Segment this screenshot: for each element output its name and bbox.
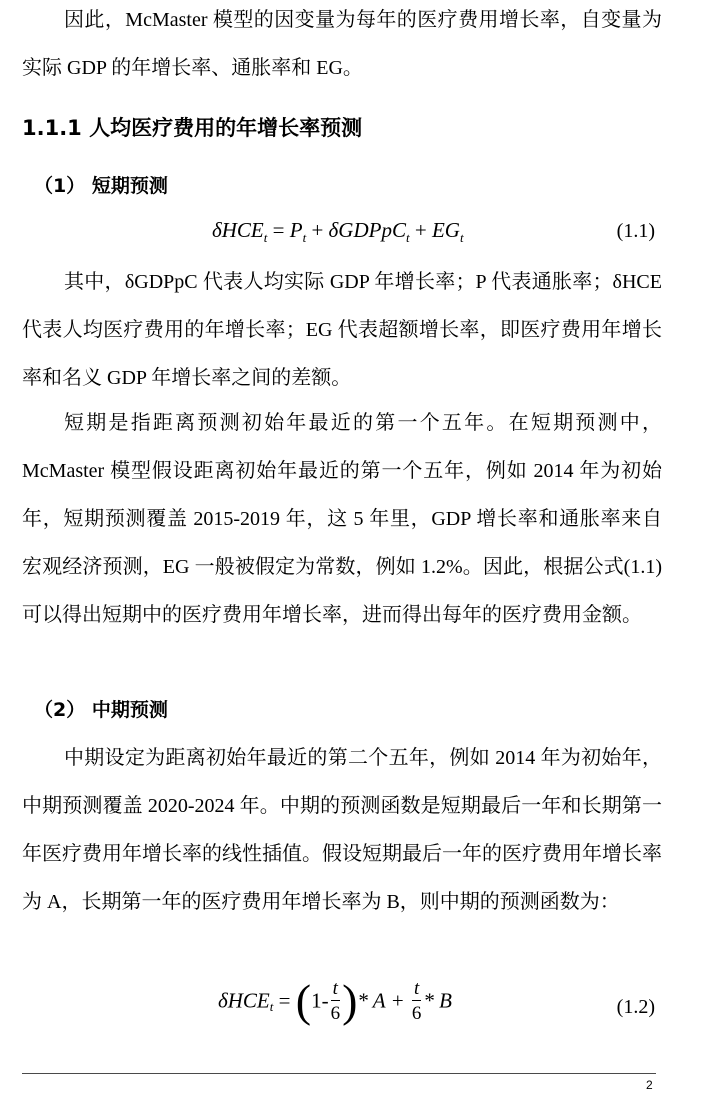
eq1-plus-2: + (409, 218, 432, 242)
eq2-times-b: * B (423, 988, 452, 1013)
equation-1-2 (0, 975, 707, 1040)
eq2-fraction-2 (412, 979, 422, 1023)
eq1-equals: = (267, 218, 290, 242)
eq1-term-p: P (289, 218, 303, 242)
eq1-term-eg-sub: t (459, 230, 464, 245)
paragraph-dependent-variables: 因此，McMaster 模型的因变量为每年的医疗费用增长率，自变量为实际 GDP 的年增长率、通胀率和 EG。 (22, 9, 662, 79)
eq2-lhs: δHCE (218, 988, 270, 1013)
section-heading: 1.1.1 人均医疗费用的年增长率预测 (22, 116, 363, 140)
eq2-fraction-1 (331, 979, 341, 1023)
eq1-term-gdppc: δGDPpC (328, 218, 406, 242)
equation-1-1 (0, 208, 707, 258)
eq1-lhs-sub: t (263, 230, 268, 245)
page-number: 2 (646, 1078, 653, 1092)
eq2-fraction-2-denominator: 6 (411, 1003, 422, 1024)
paragraph-short-term: 短期是指距离预测初始年最近的第一个五年。在短期预测中，McMaster 模型假设距离初始年最近的第一个五年，例如 2014 年为初始年，短期预测覆盖 2015-2019 年，这 5 年里，GDP 增长率和通胀率来自宏观经济预测，EG 一般被假定为常数，例如 1.2%。因此，根据公式(1.1)可以得出短期中的医疗费用年增长率，进而得出每年的医疗费用金额。 (22, 412, 662, 626)
eq2-close-paren: ) (342, 975, 358, 1026)
equation-1-1-body (212, 218, 464, 246)
eq2-fraction-1-denominator: 6 (330, 1003, 341, 1024)
paragraph-mid-term: 中期设定为距离初始年最近的第二个五年，例如 2014 年为初始年，中期预测覆盖 2020-2024 年。中期的预测函数是短期最后一年和长期第一年医疗费用年增长率的线性插值。假设短期最后一年的医疗费用年增长率为 A，长期第一年的医疗费用年增长率为 B，则中期的预测函数为： (22, 747, 662, 913)
equation-1-2-number: (1.2) (616, 996, 655, 1018)
subheading-short-term: （1） 短期预测 (34, 175, 168, 197)
eq1-plus-1: + (306, 218, 329, 242)
eq2-equals: = (273, 988, 296, 1013)
eq2-open-paren: ( (295, 975, 312, 1026)
eq2-fraction-1-numerator: t (331, 979, 341, 1001)
equation-1-2-body (218, 975, 452, 1026)
eq2-lhs-sub: t (269, 998, 274, 1014)
eq1-term-gdppc-sub: t (405, 230, 410, 245)
eq2-one-minus: 1- (311, 988, 329, 1013)
eq1-lhs: δHCE (212, 218, 264, 242)
eq2-fraction-2-numerator: t (412, 979, 422, 1001)
paragraph-variable-definitions: 其中，δGDPpC 代表人均实际 GDP 年增长率；P 代表通胀率；δHCE 代表人均医疗费用的年增长率；EG 代表超额增长率，即医疗费用年增长率和名义 GDP 年增长率之间的差额。 (22, 271, 662, 389)
subheading-mid-term: （2） 中期预测 (34, 699, 168, 721)
equation-1-1-number: (1.1) (616, 220, 655, 242)
eq1-term-eg: EG (431, 218, 460, 242)
eq2-times-a: * A + (357, 988, 410, 1013)
eq1-term-p-sub: t (302, 230, 307, 245)
footer-divider (22, 1073, 656, 1074)
